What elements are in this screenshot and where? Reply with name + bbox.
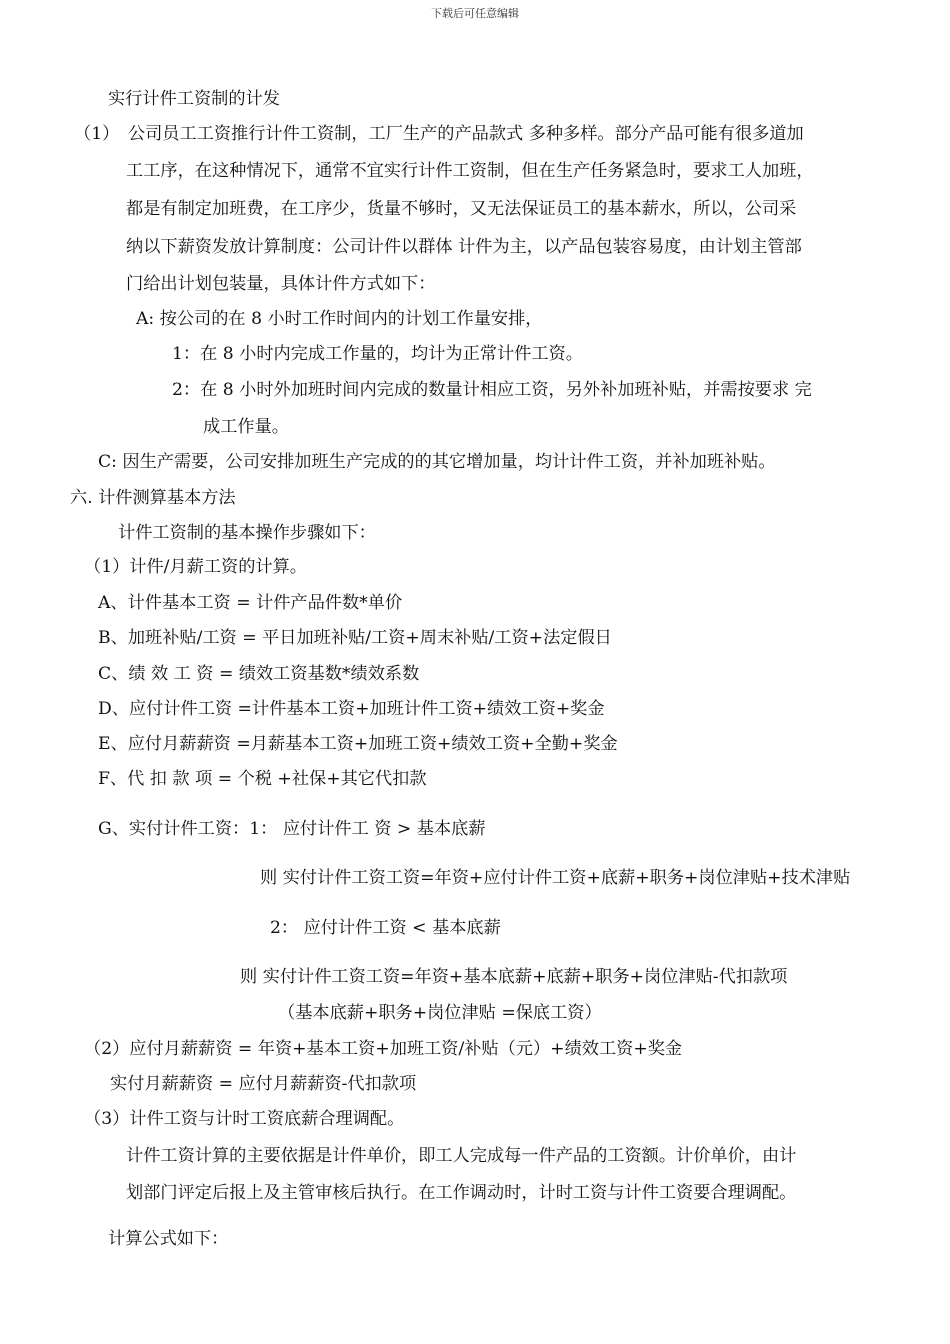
step-3-line-2: 划部门评定后报上及主管审核后执行。在工作调动时，计时工资与计件工资要合理调配。 xyxy=(126,1183,797,1203)
step-3-title: （3）计件工资与计时工资底薪合理调配。 xyxy=(84,1109,405,1129)
page-header: 下载后可任意编辑 xyxy=(431,7,519,20)
formula-g-case-2: 2： 应付计件工资 < 基本底薪 xyxy=(270,918,501,938)
paragraph-1-line-2: 工工序，在这种情况下，通常不宜实行计件工资制，但在生产任务紧急时，要求工人加班， xyxy=(126,161,814,181)
paragraph-1-line-1: （1） 公司员工工资推行计件工资制，工厂生产的产品款式 多种多样。部分产品可能有很多道加 xyxy=(74,124,804,144)
step-1-title: （1）计件/月薪工资的计算。 xyxy=(84,557,307,577)
steps-intro: 计件工资制的基本操作步骤如下： xyxy=(118,523,376,543)
formula-c: C、绩 效 工 资 = 绩效工资基数*绩效系数 xyxy=(98,664,420,684)
item-a: A: 按公司的在 8 小时工作时间内的计划工作量安排， xyxy=(136,309,543,329)
step-3-line-1: 计件工资计算的主要依据是计件单价，即工人完成每一件产品的工资额。计价单价，由计 xyxy=(126,1146,797,1166)
formula-f: F、代 扣 款 项 = 个税 +社保+其它代扣款 xyxy=(98,769,427,789)
formula-g-case-1: 则 实付计件工资工资=年资+应付计件工资+底薪+职务+岗位津贴+技术津贴 xyxy=(260,868,851,888)
item-a-sub-1: 1：在 8 小时内完成工作量的，均计为正常计件工资。 xyxy=(172,344,583,364)
step-2-formula: （2）应付月薪薪资 = 年资+基本工资+加班工资/补贴（元）+绩效工资+奖金 xyxy=(84,1039,683,1059)
section-six-title: 六. 计件测算基本方法 xyxy=(70,488,236,508)
paragraph-1-line-5: 门给出计划包装量，具体计件方式如下： xyxy=(126,274,436,294)
item-a-sub-2-line-2: 成工作量。 xyxy=(203,417,289,437)
formula-g: G、实付计件工资：1： 应付计件工 资 > 基本底薪 xyxy=(98,819,486,839)
formula-g-case-2-result: 则 实付计件工资工资=年资+基本底薪+底薪+职务+岗位津贴-代扣款项 xyxy=(240,967,788,987)
formula-a: A、计件基本工资 = 计件产品件数*单价 xyxy=(98,593,403,613)
item-a-sub-2-line-1: 2：在 8 小时外加班时间内完成的数量计相应工资，另外补加班补贴，并需按要求 完 xyxy=(172,380,812,400)
step-2-net-formula: 实付月薪薪资 = 应付月薪薪资-代扣款项 xyxy=(110,1074,417,1094)
item-c: C: 因生产需要，公司安排加班生产完成的的其它增加量，均计计件工资，并补加班补贴。 xyxy=(98,452,776,472)
formula-intro: 计算公式如下： xyxy=(108,1229,229,1249)
formula-e: E、应付月薪薪资 =月薪基本工资+加班工资+绩效工资+全勤+奖金 xyxy=(98,734,618,754)
formula-d: D、应付计件工资 =计件基本工资+加班计件工资+绩效工资+奖金 xyxy=(98,699,605,719)
paragraph-1-line-4: 纳以下薪资发放计算制度：公司计件以群体 计件为主，以产品包装容易度，由计划主管部 xyxy=(126,237,802,257)
section-title-calc: 实行计件工资制的计发 xyxy=(108,89,280,109)
guaranteed-wage-note: （基本底薪+职务+岗位津贴 =保底工资） xyxy=(278,1003,602,1023)
paragraph-1-line-3: 都是有制定加班费，在工序少，货量不够时，又无法保证员工的基本薪水，所以，公司采 xyxy=(126,199,797,219)
formula-b: B、加班补贴/工资 = 平日加班补贴/工资+周末补贴/工资+法定假日 xyxy=(98,628,612,648)
